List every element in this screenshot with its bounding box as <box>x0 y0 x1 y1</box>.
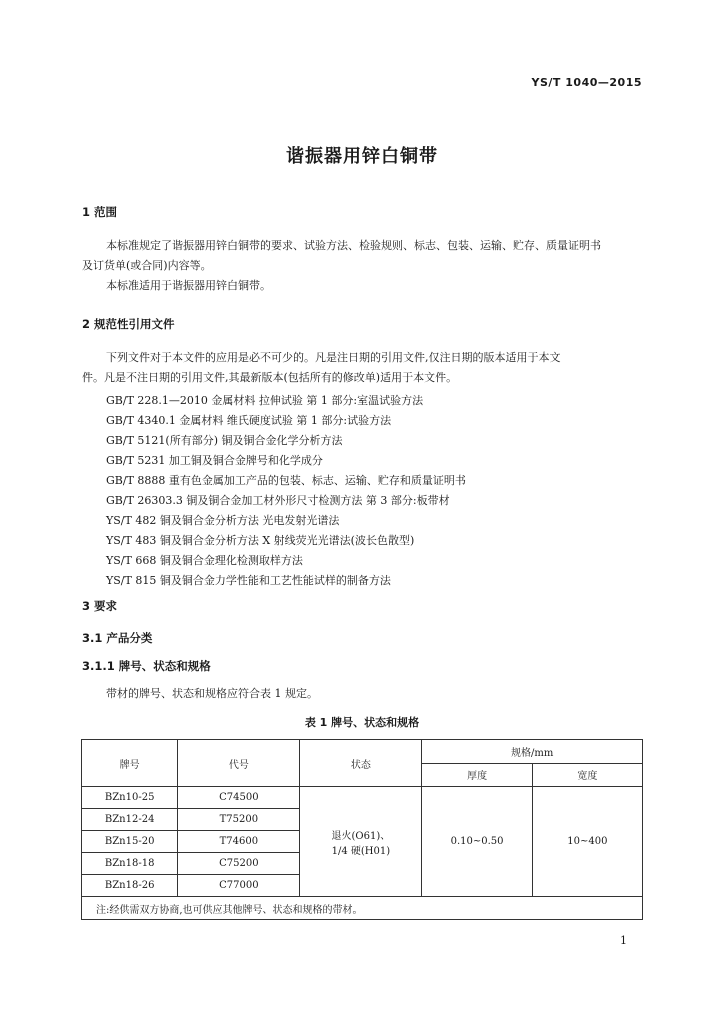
page-title: 谐振器用锌白铜带 <box>286 146 438 167</box>
section-3-para: 带材的牌号、状态和规格应符合表 1 规定。 <box>106 687 318 700</box>
reference-item: GB/T 5121(所有部分) 铜及铜合金化学分析方法 <box>106 434 343 447</box>
cell-grade: BZn12-24 <box>82 809 178 831</box>
section-3-1-heading: 3.1 产品分类 <box>82 631 153 645</box>
header-spec: 规格/mm <box>422 740 643 764</box>
cell-temper <box>300 787 422 897</box>
cell-code: C77000 <box>178 875 300 897</box>
table-caption: 表 1 牌号、状态和规格 <box>304 716 420 729</box>
section-3-heading: 3 要求 <box>82 599 118 613</box>
temper-line-1: 退火(O61)、 <box>331 830 391 842</box>
section-2-intro-line-1: 下列文件对于本文件的应用是必不可少的。凡是注日期的引用文件,仅注日期的版本适用于本文 <box>106 351 561 364</box>
reference-item: GB/T 8888 重有色金属加工产品的包装、标志、运输、贮存和质量证明书 <box>106 474 466 487</box>
section-1-para-1-line-1: 本标准规定了谐振器用锌白铜带的要求、试验方法、检验规则、标志、包装、运输、贮存、质量证明书 <box>106 239 601 252</box>
section-1-heading: 1 范围 <box>82 205 118 219</box>
cell-code: C74500 <box>178 787 300 809</box>
header-code: 代号 <box>178 740 300 787</box>
header-thickness: 厚度 <box>422 763 532 787</box>
cell-code: T74600 <box>178 831 300 853</box>
cell-thickness: 0.10~0.50 <box>422 787 532 897</box>
header-temper: 状态 <box>300 740 422 787</box>
table-note: 注:经供需双方协商,也可供应其他牌号、状态和规格的带材。 <box>82 897 643 920</box>
section-1-para-1-line-2: 及订货单(或合同)内容等。 <box>82 259 212 272</box>
section-2-intro-line-2: 件。凡是不注日期的引用文件,其最新版本(包括所有的修改单)适用于本文件。 <box>82 371 458 384</box>
reference-item: GB/T 26303.3 铜及铜合金加工材外形尺寸检测方法 第 3 部分:板带材 <box>106 494 450 507</box>
cell-grade: BZn18-26 <box>82 875 178 897</box>
reference-item: GB/T 5231 加工铜及铜合金牌号和化学成分 <box>106 454 323 467</box>
temper-line-2: 1/4 硬(H01) <box>331 845 391 857</box>
section-1-para-2: 本标准适用于谐振器用锌白铜带。 <box>106 279 271 292</box>
table-row <box>82 787 643 809</box>
header-width: 宽度 <box>532 763 642 787</box>
reference-item: GB/T 228.1—2010 金属材料 拉伸试验 第 1 部分:室温试验方法 <box>106 394 424 407</box>
section-3-1-1-heading: 3.1.1 牌号、状态和规格 <box>82 659 211 673</box>
header-grade: 牌号 <box>82 740 178 787</box>
section-2-heading: 2 规范性引用文件 <box>82 317 175 331</box>
reference-item: YS/T 815 铜及铜合金力学性能和工艺性能试样的制备方法 <box>106 574 391 587</box>
cell-grade: BZn10-25 <box>82 787 178 809</box>
reference-item: YS/T 483 铜及铜合金分析方法 X 射线荧光光谱法(波长色散型) <box>106 534 415 547</box>
cell-grade: BZn18-18 <box>82 853 178 875</box>
cell-code: T75200 <box>178 809 300 831</box>
reference-item: YS/T 482 铜及铜合金分析方法 光电发射光谱法 <box>106 514 340 527</box>
reference-item: YS/T 668 铜及铜合金理化检测取样方法 <box>106 554 303 567</box>
cell-width: 10~400 <box>532 787 642 897</box>
cell-grade: BZn15-20 <box>82 831 178 853</box>
spec-table <box>81 739 643 920</box>
document-id: YS/T 1040—2015 <box>531 76 642 89</box>
cell-code: C75200 <box>178 853 300 875</box>
reference-item: GB/T 4340.1 金属材料 维氏硬度试验 第 1 部分:试验方法 <box>106 414 392 427</box>
page-number: 1 <box>620 934 627 947</box>
